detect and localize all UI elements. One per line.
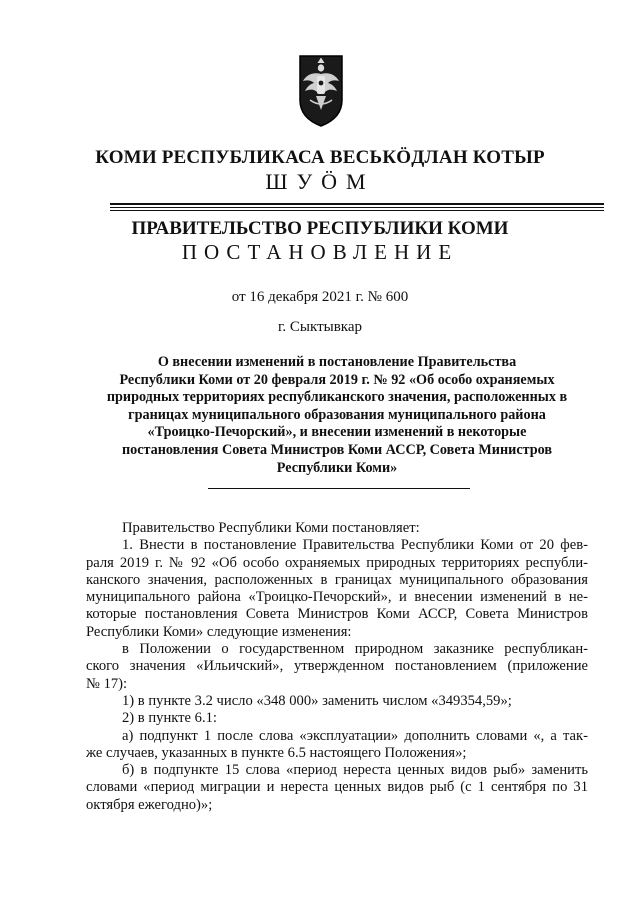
government-name: ПРАВИТЕЛЬСТВО РЕСПУБЛИКИ КОМИ [131,218,509,239]
body-line: же случаев, указанных в пункте 6.5 настоящего Положения»; [86,744,467,761]
body-line: которые постановления Совета Министров Коми АССР, Совета Министров [86,606,588,623]
body-line: 1) в пункте 3.2 число «348 000» заменить числом «349354,59»; [122,692,512,709]
body-line: № 17): [86,675,128,692]
title-line: О внесении изменений в постановление Правительства [157,354,517,370]
body-line: словами «период миграции и нереста ценных видов рыб (с 1 сентября по 31 [86,779,588,796]
body-line: ского значения «Ильичский», утвержденном постановлением (приложение [86,658,588,675]
document-city: г. Сыктывкар [277,319,363,335]
title-line: границах муниципального образования муниципального района [128,406,546,423]
komi-act-type: ШУӦМ [265,169,375,194]
title-line: Республики Коми» [276,459,398,476]
body-line: Правительство Республики Коми постановляет: [122,520,420,536]
komi-government-name: КОМИ РЕСПУБЛИКАСА ВЕСЬКӦДЛАН КОТЫР [95,147,545,168]
body-line: а) подпункт 1 после слова «эксплуатации» дополнить словами «, а так- [122,727,588,744]
body-line: канского значения, расположенных в границах муниципального образования [86,571,588,588]
header-divider-thin [110,210,604,211]
title-underline [208,488,470,489]
body-line: муниципального района «Троицко-Печорский», и внесении изменений в не- [86,589,588,606]
document-date-number: от 16 декабря 2021 г. № 600 [231,289,409,305]
act-type: ПОСТАНОВЛЕНИЕ [181,240,459,264]
body-line: октября ежегодно)»; [86,796,213,813]
title-line: постановления Совета Министров Коми АССР, Совета Министров [121,441,553,458]
body-line: б) в подпункте 15 слова «период нереста ценных видов рыб» заменить [122,762,588,779]
body-line: в Положении о государственном природном заказнике республикан- [122,641,588,658]
header-divider-thin [110,207,604,208]
header-divider-thick [110,203,604,205]
document-body [86,520,588,814]
title-line: природных территориях республиканского значения, расположенных в [106,389,568,406]
body-line: 1. Внести в постановление Правительства Республики Коми от 20 фев- [122,537,588,554]
body-line: Республики Коми» следующие изменения: [86,623,352,640]
title-line: Республики Коми от 20 февраля 2019 г. № 92 «Об особо охраняемых [119,371,555,388]
document-title [100,354,574,477]
body-line: раля 2019 г. № 92 «Об особо охраняемых природных территориях республи- [86,554,588,571]
body-line: 2) в пункте 6.1: [122,710,217,727]
title-line: «Троицко-Печорский», и внесении изменений в некоторые [147,424,527,441]
komi-coat-of-arms-icon [298,54,344,128]
